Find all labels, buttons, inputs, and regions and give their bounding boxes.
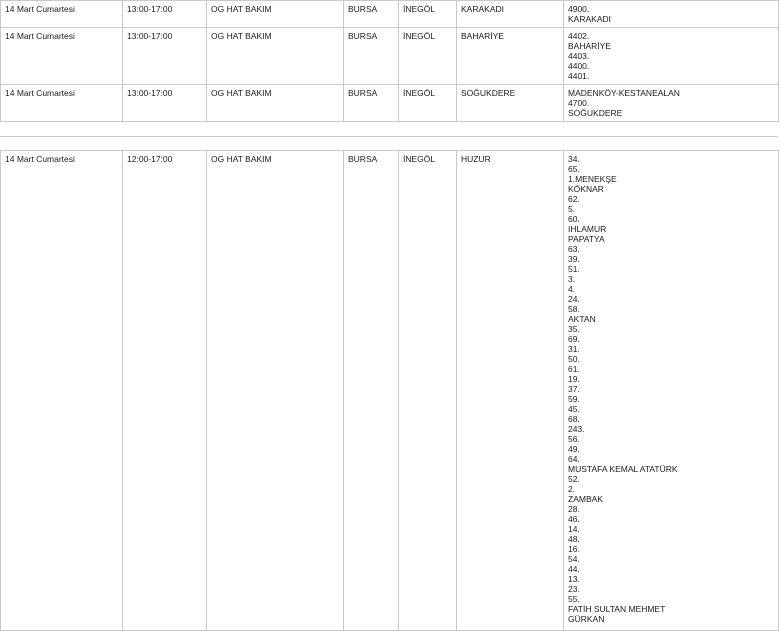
cell-date: 14 Mart Cumartesi <box>1 28 123 85</box>
street-line: 59. <box>568 394 580 404</box>
street-line: 5. <box>568 204 576 214</box>
street-line: MUSTAFA KEMAL ATATÜRK <box>568 464 678 474</box>
street-line: 69. <box>568 334 580 344</box>
cell-type: OG HAT BAKIM <box>207 28 344 85</box>
street-line: 1.MENEKŞE <box>568 174 617 184</box>
cell-district: İNEGÖL <box>399 85 457 122</box>
street-line: 4402. <box>568 31 590 41</box>
street-line: 4400. <box>568 61 590 71</box>
cell-time: 13:00-17:00 <box>123 1 207 28</box>
street-list <box>568 88 774 118</box>
street-line: 50. <box>568 354 580 364</box>
street-line: 19. <box>568 374 580 384</box>
cell-neighborhood: BAHARİYE <box>457 28 564 85</box>
street-line: 64. <box>568 454 580 464</box>
street-line: GÜRKAN <box>568 614 605 624</box>
cell-type: OG HAT BAKIM <box>207 85 344 122</box>
street-line: 4401. <box>568 71 590 81</box>
street-line: 243. <box>568 424 585 434</box>
cell-type: OG HAT BAKIM <box>207 151 344 631</box>
street-line: 2. <box>568 484 576 494</box>
street-list <box>568 31 774 81</box>
street-line: 51. <box>568 264 580 274</box>
street-line: 34. <box>568 154 580 164</box>
cell-streets <box>564 1 779 28</box>
cell-time: 12:00-17:00 <box>123 151 207 631</box>
street-line: 46. <box>568 514 580 524</box>
street-line: 16. <box>568 544 580 554</box>
cell-district: İNEGÖL <box>399 28 457 85</box>
cell-city: BURSA <box>344 151 399 631</box>
street-line: 13. <box>568 574 580 584</box>
cell-neighborhood: HUZUR <box>457 151 564 631</box>
street-line: 4. <box>568 284 576 294</box>
street-list <box>568 154 774 624</box>
street-line: PAPATYA <box>568 234 605 244</box>
cell-city: BURSA <box>344 1 399 28</box>
street-line: KARAKADI <box>568 14 611 24</box>
street-line: ZAMBAK <box>568 494 603 504</box>
divider-rule <box>0 136 778 137</box>
outage-table-top <box>0 0 779 122</box>
street-line: 44. <box>568 564 580 574</box>
cell-date: 14 Mart Cumartesi <box>1 1 123 28</box>
street-line: 37. <box>568 384 580 394</box>
cell-time: 13:00-17:00 <box>123 28 207 85</box>
street-line: 3. <box>568 274 576 284</box>
street-list <box>568 4 774 24</box>
street-line: BAHARİYE <box>568 41 611 51</box>
street-line: 4900. <box>568 4 590 14</box>
street-line: SOĞUKDERE <box>568 108 623 118</box>
cell-type: OG HAT BAKIM <box>207 1 344 28</box>
street-line: 35. <box>568 324 580 334</box>
street-line: 39. <box>568 254 580 264</box>
table-row <box>1 1 779 28</box>
street-line: 63. <box>568 244 580 254</box>
street-line: 55. <box>568 594 580 604</box>
cell-streets <box>564 85 779 122</box>
table-row <box>1 151 779 631</box>
street-line: 28. <box>568 504 580 514</box>
street-line: 54. <box>568 554 580 564</box>
street-line: 56. <box>568 434 580 444</box>
street-line: 48. <box>568 534 580 544</box>
street-line: 62. <box>568 194 580 204</box>
street-line: 65. <box>568 164 580 174</box>
street-line: 14. <box>568 524 580 534</box>
cell-date: 14 Mart Cumartesi <box>1 85 123 122</box>
cell-date: 14 Mart Cumartesi <box>1 151 123 631</box>
cell-streets <box>564 151 779 631</box>
cell-neighborhood: SOĞUKDERE <box>457 85 564 122</box>
street-line: 52. <box>568 474 580 484</box>
cell-city: BURSA <box>344 28 399 85</box>
street-line: 24. <box>568 294 580 304</box>
street-line: AKTAN <box>568 314 596 324</box>
street-line: 58. <box>568 304 580 314</box>
street-line: 23. <box>568 584 580 594</box>
cell-city: BURSA <box>344 85 399 122</box>
table-gap <box>0 122 778 136</box>
street-line: 49. <box>568 444 580 454</box>
cell-district: İNEGÖL <box>399 151 457 631</box>
street-line: IHLAMUR <box>568 224 607 234</box>
table-row <box>1 28 779 85</box>
cell-time: 13:00-17:00 <box>123 85 207 122</box>
street-line: 4403. <box>568 51 590 61</box>
table-row <box>1 85 779 122</box>
street-line: 68. <box>568 414 580 424</box>
street-line: 61. <box>568 364 580 374</box>
cell-neighborhood: KARAKADI <box>457 1 564 28</box>
street-line: MADENKÖY-KESTANEALAN <box>568 88 680 98</box>
cell-streets <box>564 28 779 85</box>
street-line: 4700. <box>568 98 590 108</box>
street-line: 45. <box>568 404 580 414</box>
street-line: 31. <box>568 344 580 354</box>
street-line: KÖKNAR <box>568 184 604 194</box>
street-line: FATİH SULTAN MEHMET <box>568 604 666 614</box>
cell-district: İNEGÖL <box>399 1 457 28</box>
street-line: 60. <box>568 214 580 224</box>
outage-table-bottom <box>0 150 779 631</box>
